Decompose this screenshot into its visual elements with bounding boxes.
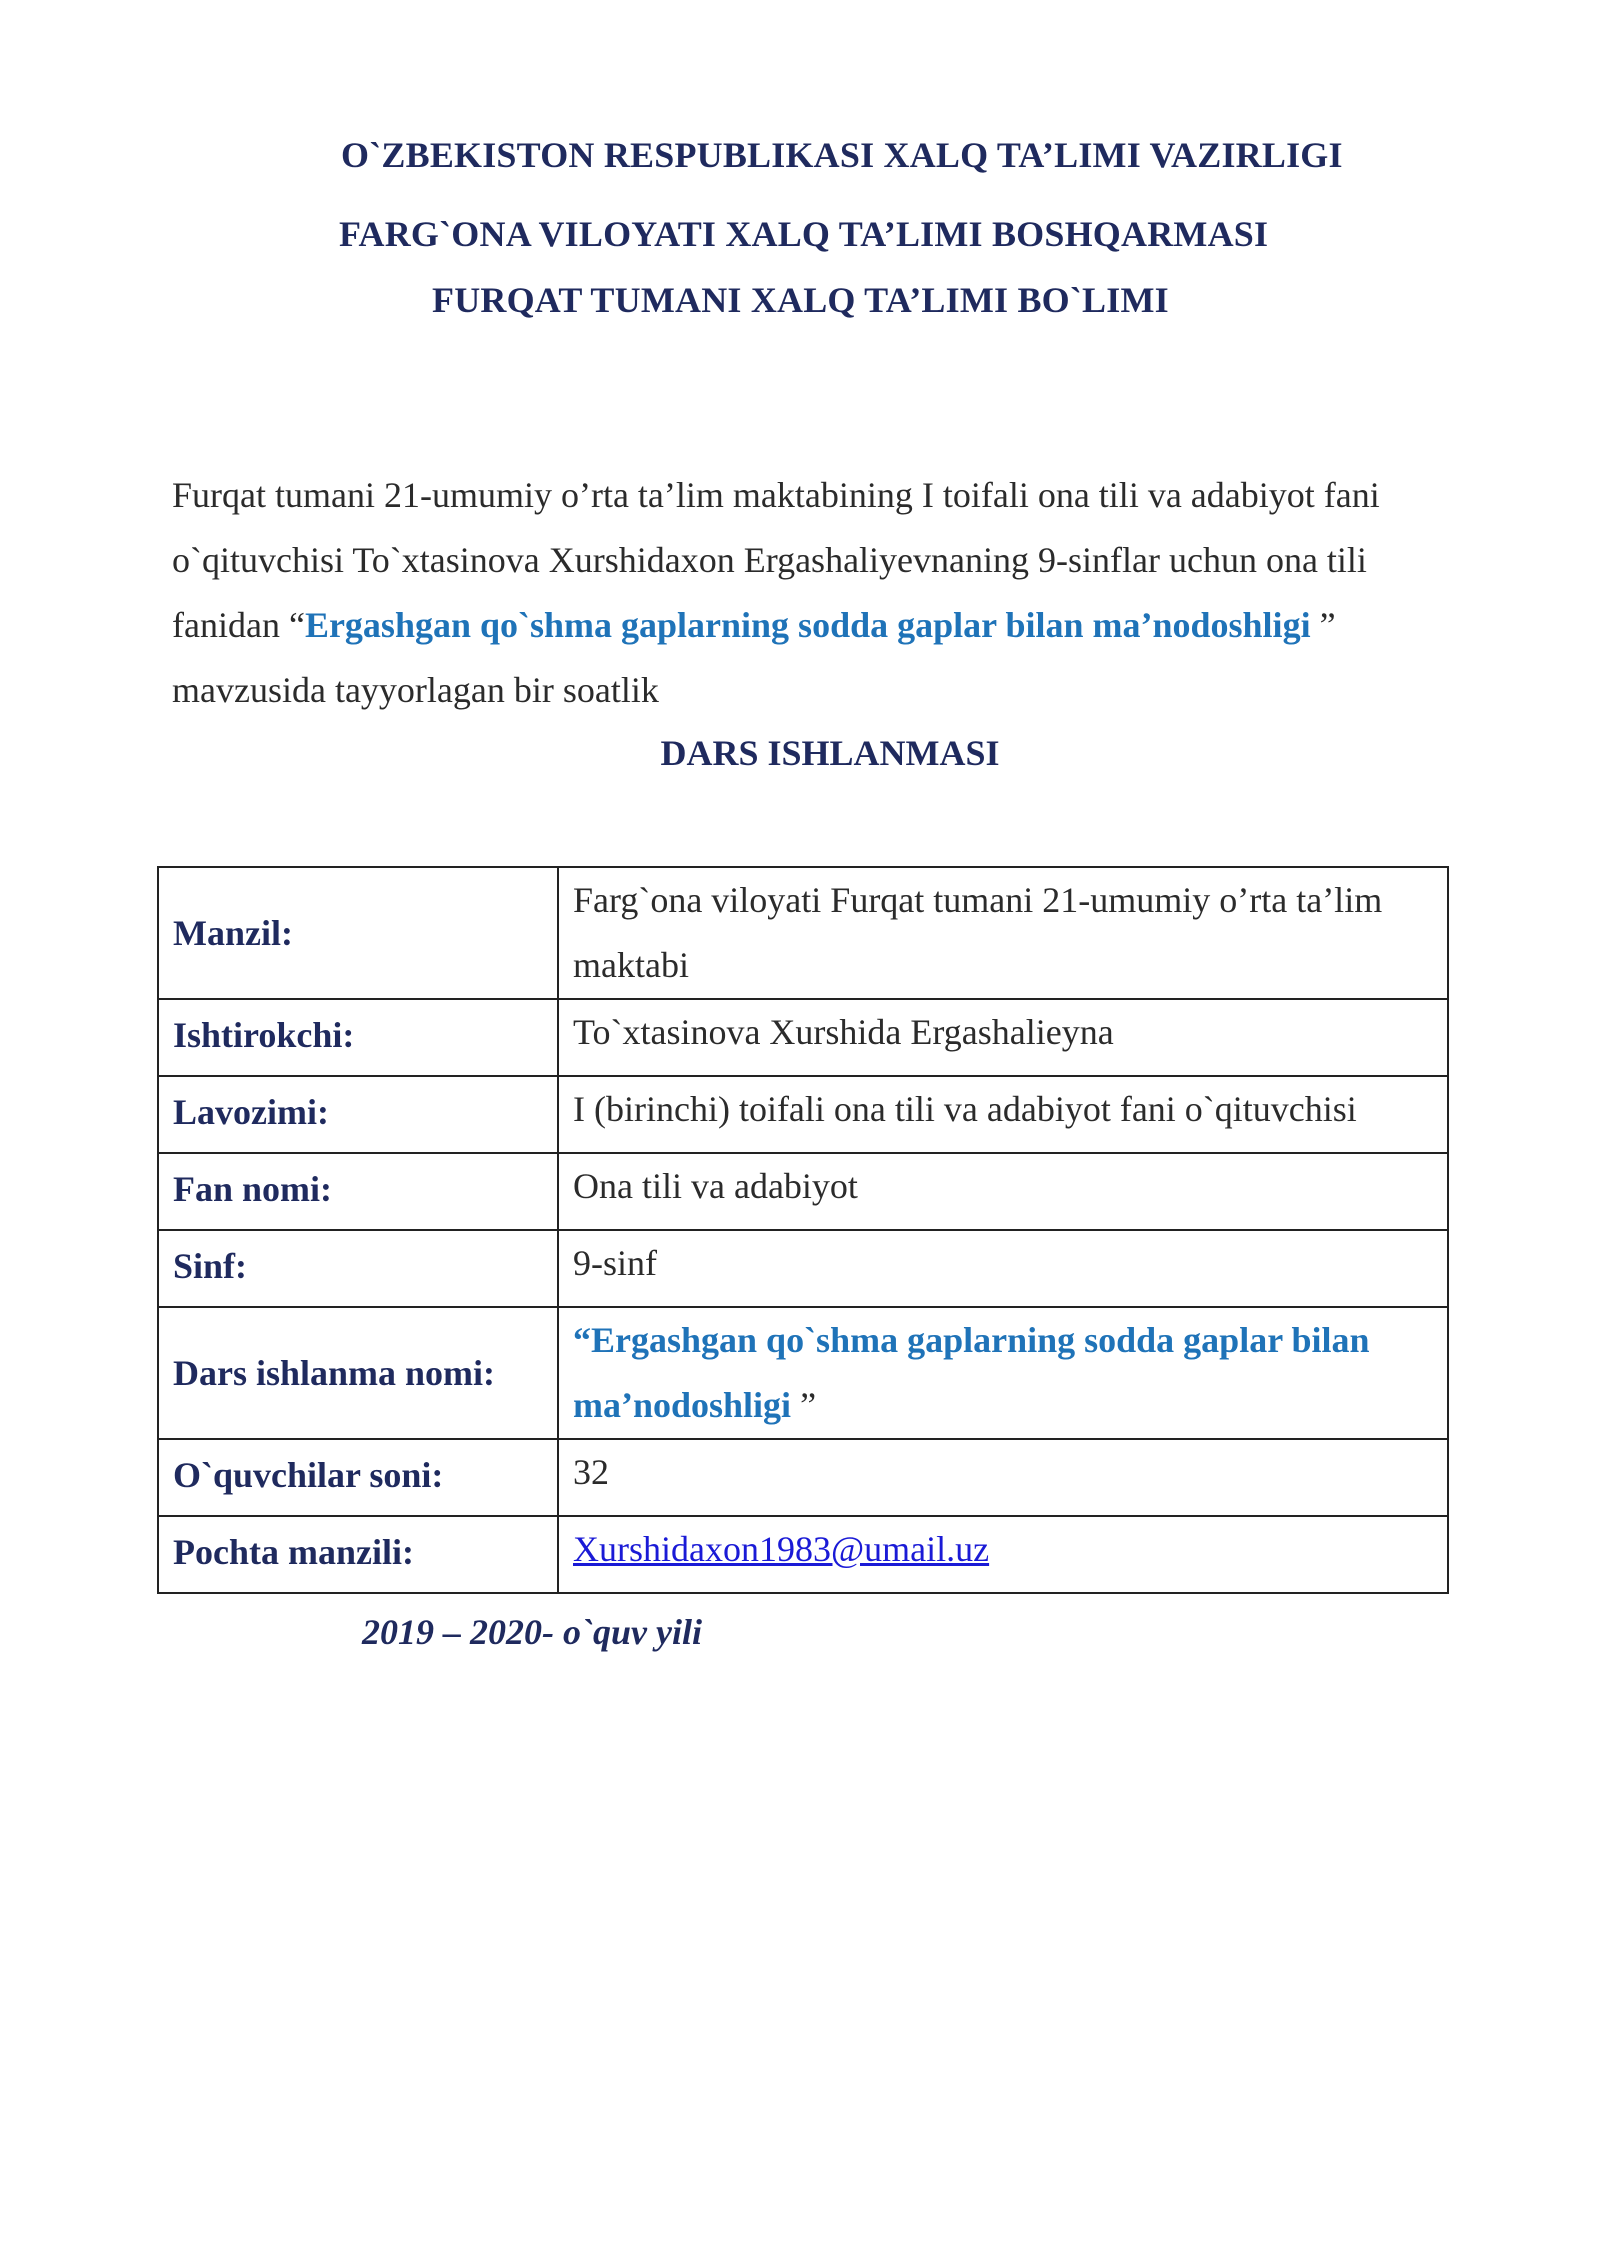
email-link[interactable]: Xurshidaxon1983@umail.uz: [573, 1529, 990, 1569]
row-value-ishtirokchi: To`xtasinova Xurshida Ergashalieyna: [558, 999, 1448, 1076]
topic-open-quote: “: [573, 1320, 591, 1360]
table-row: [158, 1307, 1448, 1439]
row-label-dars-ishlanma-nomi: Dars ishlanma nomi:: [158, 1307, 558, 1439]
district-heading: FURQAT TUMANI XALQ TA’LIMI BO`LIMI: [432, 280, 1169, 320]
row-value-pochta-manzili: [558, 1516, 1448, 1593]
topic-close-quote: ”: [791, 1385, 817, 1425]
intro-text-before: Furqat tumani 21-umumiy o’rta ta’lim maktabining I toifali ona tili va adabiyot fani o`qituvchisi To`xtasinova Xurshidaxon Ergashaliyevnaning 9-sinflar uchun ona tili fanidan “: [172, 475, 1380, 645]
table-row: [158, 999, 1448, 1076]
table-row: [158, 867, 1448, 999]
info-table: [157, 866, 1449, 1594]
intro-topic: Ergashgan qo`shma gaplarning sodda gaplar bilan ma’nodoshligi: [304, 605, 1311, 645]
row-label-oquvchilar-soni: O`quvchilar soni:: [158, 1439, 558, 1516]
row-value-lavozimi: I (birinchi) toifali ona tili va adabiyot fani o`qituvchisi: [558, 1076, 1448, 1153]
document-title: DARS ISHLANMASI: [660, 733, 1000, 773]
ministry-heading: O`ZBEKISTON RESPUBLIKASI XALQ TA’LIMI VAZIRLIGI: [341, 135, 1343, 175]
row-label-lavozimi: Lavozimi:: [158, 1076, 558, 1153]
row-value-sinf: 9-sinf: [558, 1230, 1448, 1307]
table-row: [158, 1230, 1448, 1307]
row-value-fan-nomi: Ona tili va adabiyot: [558, 1153, 1448, 1230]
table-row: [158, 1076, 1448, 1153]
region-heading: FARG`ONA VILOYATI XALQ TA’LIMI BOSHQARMASI: [339, 214, 1269, 254]
table-row: [158, 1439, 1448, 1516]
row-label-ishtirokchi: Ishtirokchi:: [158, 999, 558, 1076]
row-label-fan-nomi: Fan nomi:: [158, 1153, 558, 1230]
row-label-manzil: Manzil:: [158, 867, 558, 999]
table-row: [158, 1516, 1448, 1593]
row-value-dars-ishlanma-nomi: [558, 1307, 1448, 1439]
row-value-oquvchilar-soni: 32: [558, 1439, 1448, 1516]
intro-paragraph: [172, 463, 1462, 723]
row-label-pochta-manzili: Pochta manzili:: [158, 1516, 558, 1593]
table-row: [158, 1153, 1448, 1230]
academic-year: 2019 – 2020- o`quv yili: [362, 1612, 702, 1652]
topic-title: Ergashgan qo`shma gaplarning sodda gaplar bilan ma’nodoshligi: [573, 1320, 1370, 1425]
intro-text-after: ” mavzusida tayyorlagan bir soatlik: [172, 605, 1336, 710]
row-value-manzil: Farg`ona viloyati Furqat tumani 21-umumiy o’rta ta’lim maktabi: [558, 867, 1448, 999]
row-label-sinf: Sinf:: [158, 1230, 558, 1307]
